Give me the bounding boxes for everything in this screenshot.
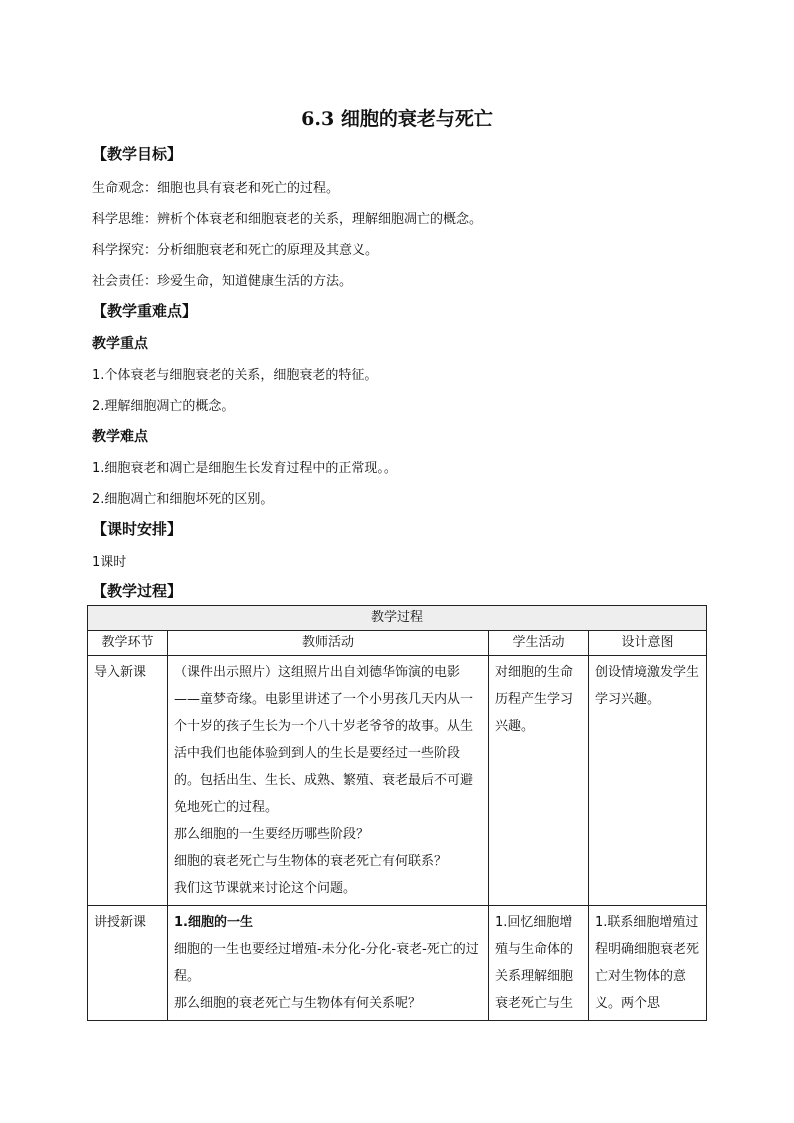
difficulty-item: 1.细胞衰老和凋亡是细胞生长发育过程中的正常现。。 [92,461,397,476]
difficulty-item: 2.细胞凋亡和细胞坏死的区别。 [92,492,274,507]
table-caption-row [88,606,707,631]
objective-item: 社会责任：珍爱生命，知道健康生活的方法。 [92,274,353,289]
intent-cell: 创设情境激发学生学习兴趣。 [589,656,707,906]
key-points-heading: 【教学重难点】 [92,302,198,320]
stage-cell: 导入新课 [88,656,168,906]
difficulty-heading: 教学难点 [92,429,148,445]
objective-item: 生命观念：细胞也具有衰老和死亡的过程。 [92,181,340,196]
teacher-paragraph: 我们这节课就来讨论这个问题。 [174,881,357,896]
table-caption: 教学过程 [88,606,707,631]
objectives-heading: 【教学目标】 [92,145,183,163]
teacher-subheading: 1.细胞的一生 [174,915,253,930]
table-row [88,906,707,1021]
column-header: 教学环节 [88,631,168,656]
intent-cell: 1.联系细胞增殖过程明确细胞衰老死亡对生物体的意义。两个思 [589,906,707,1021]
column-header: 教师活动 [168,631,489,656]
page-title: 6.3 细胞的衰老与死亡 [301,108,493,130]
process-table [87,605,707,1021]
schedule-heading: 【课时安排】 [92,520,183,538]
process-heading: 【教学过程】 [92,582,183,600]
objective-item: 科学探究：分析细胞衰老和死亡的原理及其意义。 [92,243,379,258]
schedule-text: 1课时 [92,555,127,570]
column-header: 设计意图 [589,631,707,656]
teacher-paragraph: 细胞的一生也要经过增殖-未分化-分化-衰老-死亡的过程。 [174,942,479,984]
student-cell: 对细胞的生命历程产生学习兴趣。 [489,656,589,906]
teacher-paragraph: 细胞的衰老死亡与生物体的衰老死亡有何联系？ [174,854,448,869]
teacher-paragraph: 那么细胞的一生要经历哪些阶段？ [174,827,370,842]
teacher-cell [168,906,489,1021]
table-header-row [88,631,707,656]
focus-item: 2.理解细胞凋亡的概念。 [92,399,235,414]
teacher-cell [168,656,489,906]
teacher-paragraph: 那么细胞的衰老死亡与生物体有何关系呢？ [174,996,422,1011]
column-header: 学生活动 [489,631,589,656]
stage-cell: 讲授新课 [88,906,168,1021]
teacher-paragraph: （课件出示照片）这组照片出自刘德华饰演的电影——童梦奇缘。电影里讲述了一个小男孩几天内从一个十岁的孩子生长为一个八十岁老爷爷的故事。从生活中我们也能体验到到人的生长是要经过一些阶段的。包括出生、生长、成熟、繁殖、衰老最后不可避免地死亡的过程。 [174,665,474,815]
table-row [88,656,707,906]
objective-item: 科学思维：辨析个体衰老和细胞衰老的关系，理解细胞凋亡的概念。 [92,212,483,227]
focus-heading: 教学重点 [92,336,148,352]
student-cell: 1.回忆细胞增殖与生命体的关系理解细胞衰老死亡与生 [489,906,589,1021]
focus-item: 1.个体衰老与细胞衰老的关系，细胞衰老的特征。 [92,368,378,383]
